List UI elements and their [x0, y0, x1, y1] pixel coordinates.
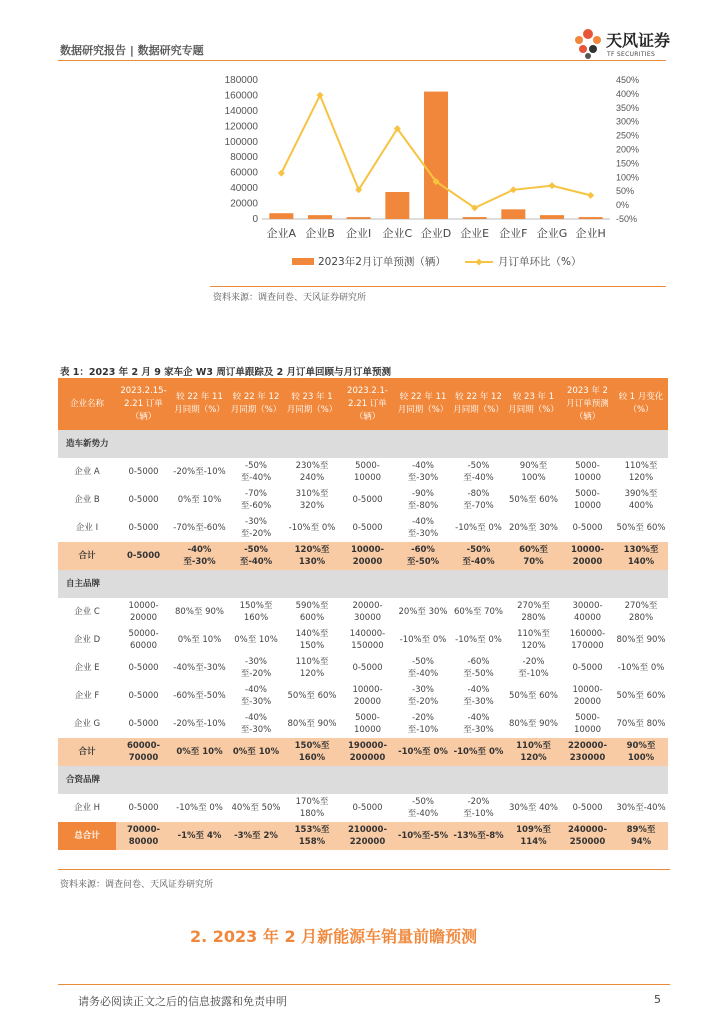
- table-cell: 150%至160%: [239, 601, 273, 623]
- table-cell: 210000-220000: [340, 822, 395, 850]
- table-cell: [395, 766, 451, 794]
- bar: [308, 215, 332, 219]
- right-tick-label: 200%: [616, 144, 640, 155]
- table-cell: 80%至 90%: [509, 719, 558, 729]
- table-cell: -50%至-40%: [240, 461, 272, 483]
- table-total-row: [58, 738, 668, 766]
- table-cell: 110%至120%: [517, 629, 550, 651]
- table-cell: [228, 570, 284, 598]
- table-cell: 153%至158%: [284, 822, 340, 850]
- logo-flower-icon: [572, 24, 604, 60]
- table-cell: 80%至 90%: [287, 719, 337, 729]
- table-cell: 0-5000: [352, 523, 383, 533]
- left-tick-label: 80000: [230, 152, 258, 164]
- table-cell: -70%至-60%: [173, 523, 226, 533]
- table-cell: -90%至-80%: [407, 489, 439, 511]
- table-cell: 10000-20000: [561, 542, 614, 570]
- table-cell: 60000-70000: [116, 738, 171, 766]
- table-cell: -50%至-40%: [407, 797, 439, 819]
- table-cell: 10000-20000: [128, 601, 159, 623]
- column-header: 较 23 年 1 月同期（%）: [506, 378, 561, 430]
- table-cell: -40%至-30%: [240, 685, 272, 707]
- page-number: 5: [654, 993, 661, 1006]
- table-cell: [506, 570, 561, 598]
- table-cell: -40%至-30%: [463, 685, 494, 707]
- table-cell: 150%至160%: [284, 738, 340, 766]
- table-cell: -30%至-20%: [407, 685, 439, 707]
- column-header: 2023.2.1-2.21 订单（辆）: [340, 378, 395, 430]
- right-tick-label: 400%: [616, 88, 640, 99]
- category-label: 企业C: [382, 227, 413, 240]
- category-label: 企业E: [460, 227, 490, 240]
- table-cell: 0-5000: [572, 803, 603, 813]
- category-label: 企业A: [266, 227, 297, 240]
- table-cell: 270%至280%: [624, 601, 658, 623]
- table-cell: 0%至 10%: [228, 738, 284, 766]
- table-header-row: [58, 378, 668, 430]
- company-name: 总合计: [58, 822, 116, 850]
- table-cell: 50%至 60%: [616, 523, 666, 533]
- left-tick-label: 120000: [224, 121, 258, 133]
- footer-divider: [58, 984, 670, 985]
- bar: [269, 213, 293, 219]
- table-cell: -40%至-30%: [407, 517, 439, 539]
- column-header: 较 1 月变化（%）: [614, 378, 668, 430]
- table-section-row: [58, 766, 668, 794]
- legend-bar-swatch: [292, 258, 314, 265]
- bar: [424, 92, 448, 219]
- table-cell: 390%至400%: [624, 489, 658, 511]
- table-cell: 5000-10000: [573, 461, 602, 483]
- table-cell: 0%至 10%: [234, 635, 278, 645]
- company-name: 企业 H: [73, 803, 101, 813]
- bar: [347, 217, 371, 219]
- table-cell: 50000-60000: [128, 629, 159, 651]
- legend-line-marker: [476, 259, 483, 266]
- table-cell: 230%至240%: [295, 461, 329, 483]
- table-cell: -40%至-30%: [173, 663, 226, 673]
- table-cell: [614, 766, 668, 794]
- legend-bar-label: 2023年2月订单预测（辆）: [318, 256, 446, 268]
- table-row: [58, 514, 668, 542]
- table-cell: 40%至 50%: [231, 803, 281, 813]
- table-cell: [340, 430, 395, 458]
- table-cell: [116, 430, 171, 458]
- table-cell: 70000-80000: [116, 822, 171, 850]
- logo-subtitle: TF SECURITIES: [607, 51, 656, 58]
- table-cell: 120%至130%: [284, 542, 340, 570]
- table-cell: -10%至-5%: [395, 822, 451, 850]
- table-cell: 30%至 40%: [509, 803, 558, 813]
- table-row: [58, 682, 668, 710]
- category-label: 企业H: [575, 227, 606, 240]
- table-cell: 270%至280%: [517, 601, 550, 623]
- table-row: [58, 626, 668, 654]
- table-cell: 90%至100%: [614, 738, 668, 766]
- table-cell: -20%至-10%: [407, 713, 439, 735]
- table-cell: 110%至120%: [624, 461, 658, 483]
- table-cell: 5000-10000: [353, 461, 382, 483]
- table-cell: 10000-20000: [352, 685, 383, 707]
- company-name: 企业 A: [74, 467, 100, 477]
- table-cell: 10000-20000: [572, 685, 603, 707]
- table-cell: 0-5000: [128, 803, 159, 813]
- report-type: 数据研究报告 | 数据研究专题: [60, 44, 204, 57]
- table-cell: [340, 570, 395, 598]
- table-cell: [171, 766, 228, 794]
- table-cell: -60%至-50%: [395, 542, 451, 570]
- table-cell: [614, 430, 668, 458]
- table-cell: 60%至 70%: [454, 607, 503, 617]
- table-cell: 0%至 10%: [171, 738, 228, 766]
- table-cell: 20%至 30%: [398, 607, 448, 617]
- table-cell: 110%至120%: [295, 657, 329, 679]
- table-cell: [395, 570, 451, 598]
- section-label: 合资品牌: [58, 766, 116, 794]
- table-cell: 0-5000: [128, 719, 159, 729]
- left-tick-label: 60000: [230, 167, 258, 179]
- table-cell: 20%至 30%: [509, 523, 558, 533]
- footer-disclaimer: 请务必阅读正文之后的信息披露和免责申明: [78, 995, 287, 1008]
- table-cell: 170%至180%: [295, 797, 329, 819]
- table-cell: 140%至150%: [295, 629, 329, 651]
- chart-source-divider: [210, 286, 666, 287]
- column-header: 较 22 年 11 月同期（%）: [395, 378, 451, 430]
- table-cell: 110%至120%: [506, 738, 561, 766]
- table-cell: -13%至-8%: [451, 822, 506, 850]
- table-cell: [228, 430, 284, 458]
- left-tick-label: 160000: [224, 90, 258, 102]
- table-cell: [506, 766, 561, 794]
- category-label: 企业D: [420, 227, 452, 240]
- table-cell: 240000-250000: [561, 822, 614, 850]
- column-header: 较 23 年 1 月同期（%）: [284, 378, 340, 430]
- table-cell: 310%至320%: [295, 489, 329, 511]
- table-cell: 5000-10000: [353, 713, 382, 735]
- table-cell: -10%至 0%: [451, 738, 506, 766]
- table-cell: -1%至 4%: [171, 822, 228, 850]
- category-label: 企业G: [536, 227, 568, 240]
- right-tick-label: 100%: [616, 172, 640, 183]
- legend-line-label: 月订单环比（%）: [498, 256, 582, 268]
- right-tick-label: 350%: [616, 102, 640, 113]
- section-label: 造车新势力: [58, 430, 116, 458]
- bar: [501, 209, 525, 219]
- table-cell: -60%至-50%: [463, 657, 494, 679]
- chart-source: 资料来源：调查问卷、天风证券研究所: [213, 293, 367, 303]
- order-table: [58, 378, 668, 850]
- table-cell: 0-5000: [128, 495, 159, 505]
- table-cell: -10%至 0%: [288, 523, 336, 533]
- line-point: [510, 186, 517, 193]
- right-tick-label: 150%: [616, 158, 640, 169]
- table-cell: 30000-40000: [572, 601, 603, 623]
- table-cell: [506, 430, 561, 458]
- table-cell: 190000-200000: [340, 738, 395, 766]
- left-tick-label: 0: [252, 214, 258, 225]
- table-cell: [171, 570, 228, 598]
- table-cell: -10%至 0%: [455, 523, 502, 533]
- table-cell: 90%至100%: [519, 461, 548, 483]
- table-cell: [451, 766, 506, 794]
- table-cell: 5000-10000: [573, 489, 602, 511]
- table-cell: -70%至-60%: [240, 489, 272, 511]
- table-cell: 109%至114%: [506, 822, 561, 850]
- table-cell: 0-5000: [128, 663, 159, 673]
- bar: [540, 215, 564, 219]
- table-cell: -40%至-30%: [171, 542, 228, 570]
- table-section-row: [58, 430, 668, 458]
- table-cell: 0-5000: [128, 691, 159, 701]
- table-cell: 30%至-40%: [616, 803, 666, 813]
- right-tick-label: 0%: [616, 200, 630, 211]
- table-cell: 80%至 90%: [175, 607, 224, 617]
- table-cell: 10000-20000: [340, 542, 395, 570]
- table-cell: 50%至 60%: [287, 691, 337, 701]
- table-cell: 0%至 10%: [177, 495, 222, 505]
- table-cell: -3%至 2%: [228, 822, 284, 850]
- table-cell: -20%至-10%: [518, 657, 549, 679]
- table-cell: 0-5000: [116, 542, 171, 570]
- table-section-row: [58, 570, 668, 598]
- table-cell: 0-5000: [352, 803, 383, 813]
- table-row: [58, 654, 668, 682]
- company-name: 企业 I: [75, 523, 99, 533]
- company-name: 企业 E: [74, 663, 100, 673]
- logo-name: 天风证券: [606, 31, 671, 50]
- table-row: [58, 458, 668, 486]
- table-cell: 0-5000: [572, 663, 603, 673]
- column-header: 较 22 年 11 月同期（%）: [171, 378, 228, 430]
- table-cell: [561, 766, 614, 794]
- table-cell: 0-5000: [572, 523, 603, 533]
- table-cell: 130%至140%: [614, 542, 668, 570]
- table-cell: 220000-230000: [561, 738, 614, 766]
- table-cell: -60%至-50%: [173, 691, 226, 701]
- table-cell: 89%至 94%: [614, 822, 668, 850]
- table-cell: 50%至 60%: [509, 495, 558, 505]
- table-cell: -20%至-10%: [173, 467, 226, 477]
- table-cell: 20000-30000: [352, 601, 383, 623]
- category-label: 企业I: [346, 227, 372, 240]
- table-row: [58, 598, 668, 626]
- table-cell: 0-5000: [128, 467, 159, 477]
- company-name: 企业 F: [74, 691, 100, 701]
- table-cell: [228, 766, 284, 794]
- order-forecast-chart: [210, 70, 666, 285]
- column-header: 企业名称: [58, 378, 116, 430]
- company-name: 企业 B: [74, 495, 100, 505]
- table-row: [58, 486, 668, 514]
- company-name: 企业 D: [73, 635, 101, 645]
- table-cell: -50%至-40%: [228, 542, 284, 570]
- section-heading: 2. 2023 年 2 月新能源车销量前瞻预测: [190, 927, 478, 946]
- table-cell: 140000-150000: [349, 629, 386, 651]
- company-name: 合计: [58, 542, 116, 570]
- table-total-row: [58, 542, 668, 570]
- table-cell: 80%至 90%: [616, 635, 666, 645]
- table-total-row: [58, 822, 668, 850]
- left-tick-label: 140000: [224, 105, 258, 117]
- table-cell: [171, 430, 228, 458]
- table-cell: -40%至-30%: [463, 713, 494, 735]
- table-cell: -50%至-40%: [451, 542, 506, 570]
- right-tick-label: 250%: [616, 130, 640, 141]
- table-cell: 50%至 60%: [509, 691, 558, 701]
- bar: [463, 217, 487, 219]
- right-tick-label: 50%: [616, 186, 635, 197]
- table-row: [58, 710, 668, 738]
- table-cell: [451, 570, 506, 598]
- table-cell: 0-5000: [352, 495, 383, 505]
- table-cell: -10%至 0%: [617, 663, 665, 673]
- company-name: 合计: [58, 738, 116, 766]
- table-cell: -30%至-20%: [240, 517, 272, 539]
- table-cell: [340, 766, 395, 794]
- table-cell: [614, 570, 668, 598]
- table-cell: -50%至-40%: [463, 461, 494, 483]
- logo: [572, 24, 672, 64]
- table-cell: [284, 430, 340, 458]
- table-cell: 70%至 80%: [616, 719, 666, 729]
- table-cell: [395, 430, 451, 458]
- table-cell: [561, 430, 614, 458]
- table-cell: [284, 766, 340, 794]
- company-name: 企业 C: [74, 607, 100, 617]
- line-point: [278, 170, 285, 177]
- column-header: 2023 年 2 月订单预测（辆）: [561, 378, 614, 430]
- table-cell: [116, 570, 171, 598]
- table-cell: -20%至-10%: [463, 797, 494, 819]
- column-header: 2023.2.15-2.21 订单（辆）: [116, 378, 171, 430]
- table-cell: [561, 570, 614, 598]
- table-cell: -10%至 0%: [176, 803, 223, 813]
- table-cell: 590%至600%: [295, 601, 329, 623]
- left-tick-label: 20000: [230, 198, 258, 210]
- table-cell: -40%至-30%: [240, 713, 272, 735]
- table-title: 表 1：2023 年 2 月 9 家车企 W3 周订单跟踪及 2 月订单回顾与月订单预测: [60, 367, 392, 378]
- table-cell: -80%至-70%: [463, 489, 494, 511]
- category-label: 企业B: [305, 227, 335, 240]
- column-header: 较 22 年 12 月同期（%）: [451, 378, 506, 430]
- table-cell: [284, 570, 340, 598]
- line-point: [587, 192, 594, 199]
- table-cell: -50%至-40%: [407, 657, 439, 679]
- table-cell: [116, 766, 171, 794]
- line-point: [549, 182, 556, 189]
- left-tick-label: 180000: [224, 75, 258, 86]
- right-tick-label: -50%: [616, 214, 638, 224]
- table-cell: -20%至-10%: [173, 719, 226, 729]
- table-cell: -10%至 0%: [395, 738, 451, 766]
- right-tick-label: 300%: [616, 116, 640, 127]
- table-cell: [451, 430, 506, 458]
- table-cell: 50%至 60%: [616, 691, 666, 701]
- table-source-divider: [58, 869, 670, 870]
- table-cell: 0-5000: [352, 663, 383, 673]
- left-tick-label: 40000: [230, 183, 258, 195]
- table-cell: -30%至-20%: [240, 657, 272, 679]
- bar: [385, 192, 409, 219]
- line-point: [317, 92, 324, 99]
- table-cell: 0%至 10%: [177, 635, 222, 645]
- bar: [579, 217, 603, 219]
- section-label: 自主品牌: [58, 570, 116, 598]
- category-label: 企业F: [499, 227, 528, 240]
- right-tick-label: 450%: [616, 75, 640, 85]
- table-source: 资料来源：调查问卷、天风证券研究所: [60, 880, 214, 890]
- table-cell: 60%至 70%: [506, 542, 561, 570]
- table-cell: -10%至 0%: [399, 635, 447, 645]
- table-row: [58, 794, 668, 822]
- table-cell: -40%至-30%: [407, 461, 439, 483]
- column-header: 较 22 年 12 月同期（%）: [228, 378, 284, 430]
- company-name: 企业 G: [73, 719, 101, 729]
- table-cell: -10%至 0%: [455, 635, 502, 645]
- table-cell: 0-5000: [128, 523, 159, 533]
- table-cell: 5000-10000: [573, 713, 602, 735]
- table-cell: 160000-170000: [569, 629, 606, 651]
- left-tick-label: 100000: [224, 136, 258, 148]
